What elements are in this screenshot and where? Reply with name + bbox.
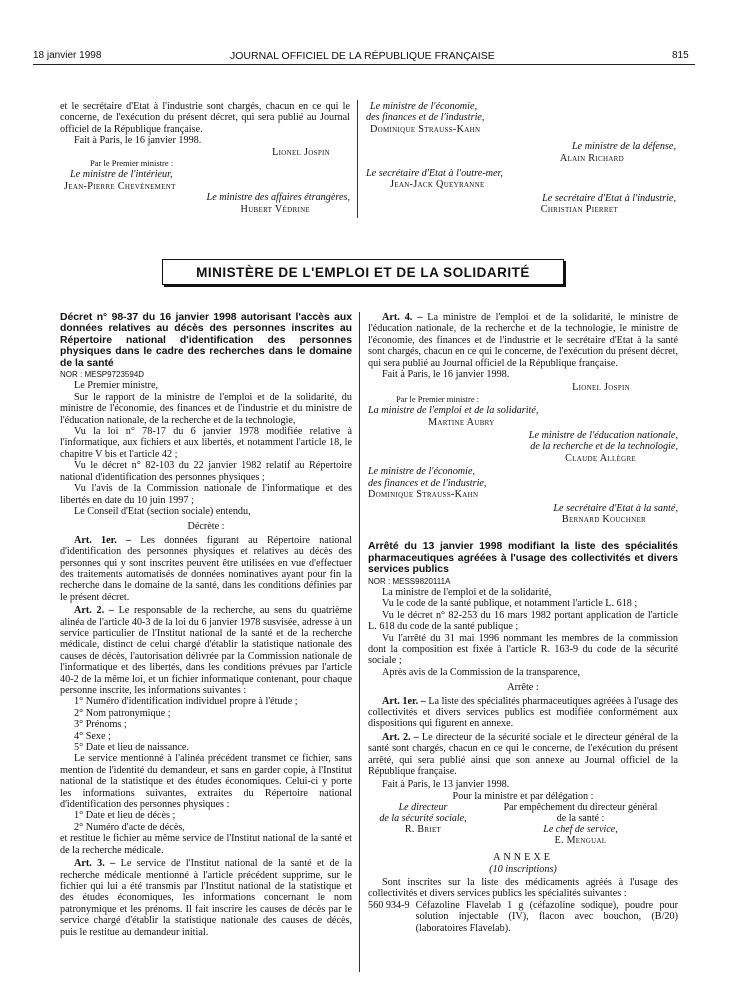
decree-article-3 [60, 858, 352, 938]
article-1-label: Art. 1er. – [74, 534, 132, 546]
minister-interior-title: Le ministre de l'intérieur, [70, 169, 173, 181]
article-3-text: Le service de l'Institut national de la santé et de la recherche médicale mentionné à l'article précédent supprime, sur le fichier qui lui a été transmis par l'Institut national de la statistique et des études économiques, les informations concernant le nom patronymique et les prénoms. Il fait inscrire les causes de décès par le service chargé d'établir la statistique nationale des causes de décès, puis le restitue au demandeur initial. [60, 858, 352, 938]
minister-foreign-title: Le ministre des affaires étrangères, [206, 192, 350, 204]
arrete-delegation: Pour la ministre et par délégation : [452, 790, 594, 802]
decree-nor: NOR : MESP9723594D [60, 370, 145, 380]
education-title-1: Le ministre de l'éducation nationale, [528, 430, 678, 442]
decree-visa-3: Vu le décret n° 82-103 du 22 janvier 1982 relatif au Répertoire national d'identification des personnes physiques ; [60, 460, 352, 483]
arrete-article-1-label: Art. 1er. – [382, 695, 426, 707]
arrete-done-at: Fait à Paris, le 13 janvier 1998. [382, 779, 510, 791]
employment-name: Martine Aubry [428, 416, 495, 428]
arrete-article-2-text: Le directeur de la sécurité sociale et le directeur général de la santé sont chargés, chacun en ce qui le concerne, de l'exécution du présent arrêté, qui sera publié ainsi que son annexe au Journal officiel de la République française. [368, 731, 679, 778]
decree-article-1 [60, 535, 352, 603]
economy-title-2: des finances et de l'industrie, [368, 477, 487, 489]
decree-visa-2: Vu la loi n° 78-17 du 6 janvier 1978 modifiée relative à l'informatique, aux fichiers et aux libertés, et notamment l'article 18, le chapitre V bis et l'article 42 ; [60, 426, 352, 460]
right-name: E. Mengual [554, 835, 607, 847]
arrete-article-2 [368, 732, 678, 778]
economy-name: Dominique Strauss-Kahn [368, 489, 479, 501]
page-number: 815 [672, 50, 689, 61]
industry-name: Christian Pierret [540, 204, 618, 216]
arrete-signatures [368, 802, 678, 846]
employment-title: La ministre de l'emploi et de la solidarité, [368, 405, 539, 417]
right-column [368, 312, 678, 934]
arrete-word: Arrête : [507, 682, 539, 694]
decree-article-2 [60, 605, 352, 696]
arrete-title: Arrêté du 13 janvier 1998 modifiant la liste des spécialités pharmaceutiques agréées à l'usage des collectivités et divers services publics [368, 541, 678, 576]
annexe-paragraph: Sont inscrites sur la liste des médicaments agréés à l'usage des collectivités et divers services publics les spécialités suivantes : [368, 877, 678, 900]
industry-title: Le secrétaire d'Etat à l'industrie, [542, 192, 676, 204]
decree-by-pm: Par le Premier ministre : [396, 393, 480, 404]
top-divider [357, 100, 358, 218]
article-2-text: Le responsable de la recherche, au sens du quatrième alinéa de l'article 40-3 de la loi du 6 janvier 1978 susvisée, adresse à un service particulier de l'Institut national de la santé et de la recherche médicale, distinct de celui chargé d'établir la statistique nationale des causes de décès, l'autorisation délivrée par la Commission nationale de l'informatique et des libertés, dans les conditions prévues par l'article 40-2 de la même loi, et un fichier informatique contenant, pour chaque personne inscrite, les informations suivantes : [60, 605, 352, 696]
decree-visa-4: Vu l'avis de la Commission nationale de l'informatique et des libertés en date du 10 juin 1997 ; [60, 483, 352, 506]
arrete-p1: La ministre de l'emploi et de la solidarité, [382, 586, 552, 598]
eco-title-1: Le ministre de l'économie, [370, 101, 478, 112]
annexe-item [368, 900, 678, 934]
education-name: Claude Allègre [565, 452, 636, 464]
right-title-2: de la santé : [556, 813, 605, 825]
eco-name: Dominique Strauss-Kahn [370, 123, 481, 135]
arrete-article-2-label: Art. 2. – [382, 731, 419, 743]
top-left-column [60, 101, 350, 215]
article-2-paragraph-2: Le service mentionné à l'alinéa précédent transmet ce fichier, sans mention de l'identité du demandeur, et sans en garder copie, à l'Institut national de la statistique et des études économiques. Celui-ci y porte les informations suivantes, extraites du Répertoire national d'identification des personnes physiques : [60, 753, 352, 811]
closing-paragraph: et le secrétaire d'Etat à l'industrie sont chargés, chacun en ce qui le concerne, de l'exécution du présent décret, qui sera publié au Journal officiel de la République française. [60, 101, 350, 135]
article-4-label: Art. 4. – [382, 312, 423, 323]
decree-decrete: Décrète : [187, 521, 225, 533]
left-title-2: de la sécurité sociale, [379, 813, 467, 825]
decree-article-4 [368, 312, 678, 369]
list-item: 1° Numéro d'identification individuel propre à l'étude ; [74, 696, 298, 708]
defense-name: Alain Richard [559, 152, 624, 164]
minister-foreign-name: Hubert Védrine [240, 203, 310, 215]
right-title-1: Par empêchement du directeur général [503, 802, 658, 814]
decree-pm: Le Premier ministre, [74, 380, 159, 392]
economy-title-1: Le ministre de l'économie, [368, 466, 476, 478]
decree-signer: Lionel Jospin [572, 382, 630, 394]
column-divider [359, 312, 360, 972]
list-item: 2° Numéro d'acte de décès, [74, 821, 185, 833]
decree-visa-1: Sur le rapport de la ministre de l'emploi et de la solidarité, du ministre de l'économie, des finances et de l'industrie et du ministre de l'éducation nationale, de la recherche et de la technologie, [60, 391, 352, 426]
list-item: 5° Date et lieu de naissance. [74, 742, 189, 754]
journal-title: JOURNAL OFFICIEL DE LA RÉPUBLIQUE FRANÇAISE [230, 50, 495, 62]
article-2-paragraph-3: et restitue le fichier au même service de l'Institut national de la santé et de la recherche médicale. [60, 833, 352, 856]
decree-column [60, 312, 352, 938]
education-title-2: de la recherche et de la technologie, [530, 441, 678, 453]
header-rule [33, 64, 695, 65]
arrete-article-1 [368, 696, 678, 730]
arrete-p4: Vu l'arrêté du 31 mai 1996 nommant les membres de la commission dont la composition est fixée à l'article R. 163-9 du code de la sécurité sociale ; [368, 632, 678, 667]
right-title-3: Le chef de service, [543, 824, 618, 836]
arrete-article-1-text: La liste des spécialités pharmaceutiques agréées à l'usage des collectivités et divers services publics est modifiée conformément aux dispositions qui figurent en annexe. [368, 695, 678, 730]
ministry-banner: MINISTÈRE DE L'EMPLOI ET DE LA SOLIDARITÉ [162, 259, 564, 285]
top-right-column [366, 101, 676, 216]
defense-title: Le ministre de la défense, [571, 141, 676, 153]
article-3-label: Art. 3. – [74, 858, 116, 870]
article-4-text: La ministre de l'emploi et de la solidarité, le ministre de l'éducation nationale, de la recherche et de la technologie, le ministre de l'économie, des finances et de l'industrie et le secrétaire d'Etat à la santé sont chargés, chacun en ce qui le concerne, de l'exécution du présent décret, qui sera publié au Journal officiel de la République française. [368, 312, 678, 369]
signature-right [483, 802, 678, 846]
decree-done-at: Fait à Paris, le 16 janvier 1998. [382, 369, 510, 381]
health-title: Le secrétaire d'Etat à la santé, [553, 502, 678, 514]
outremer-title: Le secrétaire d'Etat à l'outre-mer, [366, 168, 503, 180]
annexe-item-code: 560 934-9 [368, 899, 410, 911]
signature-left [368, 802, 478, 846]
health-name: Bernard Kouchner [561, 513, 646, 525]
signer-name: Lionel Jospin [272, 146, 330, 158]
annexe-item-text: Céfazoline Flavelab 1 g (céfazoline sodique), poudre pour solution injectable (IV), flacon avec bouchon, (B/20) (laboratoires Flavelab). [415, 899, 678, 934]
minister-interior-name: Jean-Pierre Chevènement [64, 180, 176, 192]
decree-title: Décret n° 98-37 du 16 janvier 1998 autorisant l'accès aux données relatives au décès des personnes inscrites au Répertoire national d'identification des personnes physiques dans le cadre des recherches dans le domaine de la santé [60, 312, 352, 369]
arrete-p5: Après avis de la Commission de la transparence, [382, 666, 581, 678]
left-title-1: Le directeur [398, 802, 448, 814]
list-item: 4° Sexe ; [74, 730, 111, 742]
arrete-nor: NOR : MESS9820111A [368, 576, 451, 586]
outremer-name: Jean-Jack Queyranne [390, 179, 485, 191]
left-name: R. Briet [404, 824, 442, 836]
by-pm: Par le Premier ministre : [90, 158, 174, 169]
arrete-p3: Vu le décret n° 82-253 du 16 mars 1982 portant application de l'article L. 618 du code de la santé publique ; [368, 609, 678, 633]
annexe-count: (10 inscriptions) [489, 863, 557, 875]
header-date: 18 janvier 1998 [33, 50, 102, 61]
list-item: 2° Nom patronymique ; [74, 707, 171, 719]
done-at: Fait à Paris, le 16 janvier 1998. [74, 135, 202, 147]
decree-visa-5: Le Conseil d'Etat (section sociale) entendu, [74, 505, 251, 517]
article-1-text: Les données figurant au Répertoire national d'identification des personnes physiques et relatives au décès des personnes qui y sont inscrites peuvent être utilisées en vue d'effectuer des traitements automatisés de données nominatives ayant pour fin la recherche dans le domaine de la santé, dans les conditions définies par le présent décret. [60, 534, 352, 603]
article-2-label: Art. 2. – [74, 605, 114, 617]
list-item: 3° Prénoms ; [74, 719, 127, 731]
list-item: 1° Date et lieu de décès ; [74, 810, 176, 822]
arrete-p2: Vu le code de la santé publique, et notamment l'article L. 618 ; [382, 598, 638, 610]
annexe-heading: ANNEXE [493, 852, 553, 864]
eco-title-2: des finances et de l'industrie, [366, 112, 485, 124]
